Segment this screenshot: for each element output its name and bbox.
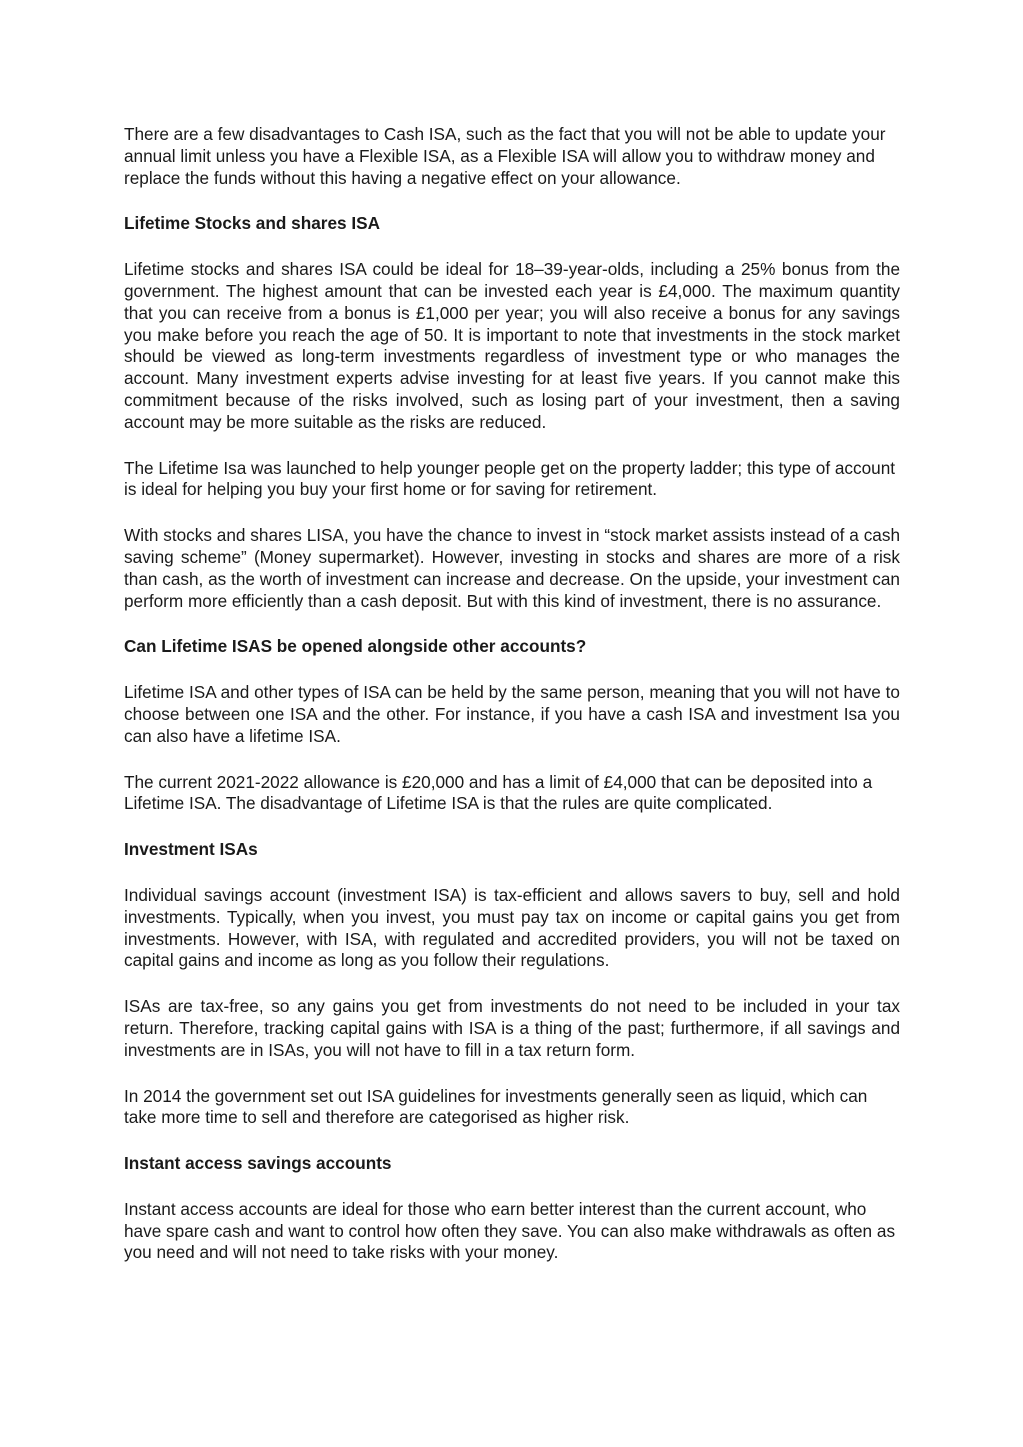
paragraph-lifetime-isa-launch: The Lifetime Isa was launched to help younger people get on the property ladder; this type of account is ideal for helping you buy your first home or for saving for retirement. xyxy=(124,457,896,500)
document-body xyxy=(124,124,900,1288)
heading-lifetime-isas-alongside-other-accounts: Can Lifetime ISAS be opened alongside other accounts? xyxy=(124,636,587,657)
paragraph-cash-isa-disadvantages: There are a few disadvantages to Cash ISA, such as the fact that you will not be able to update your annual limit unless you have a Flexible ISA, as a Flexible ISA will allow you to withdraw money and replace the funds without this having a negative effect on your allowance. xyxy=(124,124,886,188)
paragraph-2014-guidelines: In 2014 the government set out ISA guidelines for investments generally seen as liquid, which can take more time to sell and therefore are categorised as higher risk. xyxy=(124,1085,868,1128)
paragraph-multiple-isas: Lifetime ISA and other types of ISA can be held by the same person, meaning that you will not have to choose between one ISA and the other. For instance, if you have a cash ISA and investment Isa you can also have a lifetime ISA. xyxy=(124,682,900,746)
paragraph-isas-tax-free: ISAs are tax-free, so any gains you get from investments do not need to be included in your tax return. Therefore, tracking capital gains with ISA is a thing of the past; furthermore, if all savings and investments are in ISAs, you will not have to fill in a tax return form. xyxy=(124,996,900,1060)
paragraph-instant-access-accounts: Instant access accounts are ideal for those who earn better interest than the current account, who have spare cash and want to control how often they save. You can also make withdrawals as often as you need and will not need to take risks with your money. xyxy=(124,1198,896,1263)
paragraph-lifetime-stocks-overview: Lifetime stocks and shares ISA could be ideal for 18–39-year-olds, including a 25% bonus from the government. The highest amount that can be invested each year is £4,000. The maximum quantity that you can receive from a bonus is £1,000 per year; you will also receive a bonus for any savings you make before you reach the age of 50. It is important to note that investments in the stock market should be viewed as long-term investments regardless of investment type or who manages the account. Many investment experts advise investing for at least five years. If you cannot make this commitment because of the risks involved, such as losing part of your investment, then a saving account may be more suitable as the risks are reduced. xyxy=(124,259,900,432)
heading-instant-access-savings-accounts: Instant access savings accounts xyxy=(124,1153,392,1174)
heading-lifetime-stocks-and-shares-isa: Lifetime Stocks and shares ISA xyxy=(124,213,380,234)
paragraph-stocks-and-shares-lisa: With stocks and shares LISA, you have the chance to invest in “stock market assists instead of a cash saving scheme” (Money supermarket). However, investing in stocks and shares are more of a risk than cash, as the worth of investment can increase and decrease. On the upside, your investment can perform more efficiently than a cash deposit. But with this kind of investment, there is no assurance. xyxy=(124,525,900,611)
heading-investment-isas: Investment ISAs xyxy=(124,839,258,860)
paragraph-current-allowance: The current 2021-2022 allowance is £20,000 and has a limit of £4,000 that can be deposited into a Lifetime ISA. The disadvantage of Lifetime ISA is that the rules are quite complicated. xyxy=(124,771,873,814)
paragraph-investment-isa-definition: Individual savings account (investment ISA) is tax-efficient and allows savers to buy, sell and hold investments. Typically, when you invest, you must pay tax on income or capital gains you get from investments. However, with ISA, with regulated and accredited providers, you will not be taxed on capital gains and income as long as you follow their regulations. xyxy=(124,884,900,971)
